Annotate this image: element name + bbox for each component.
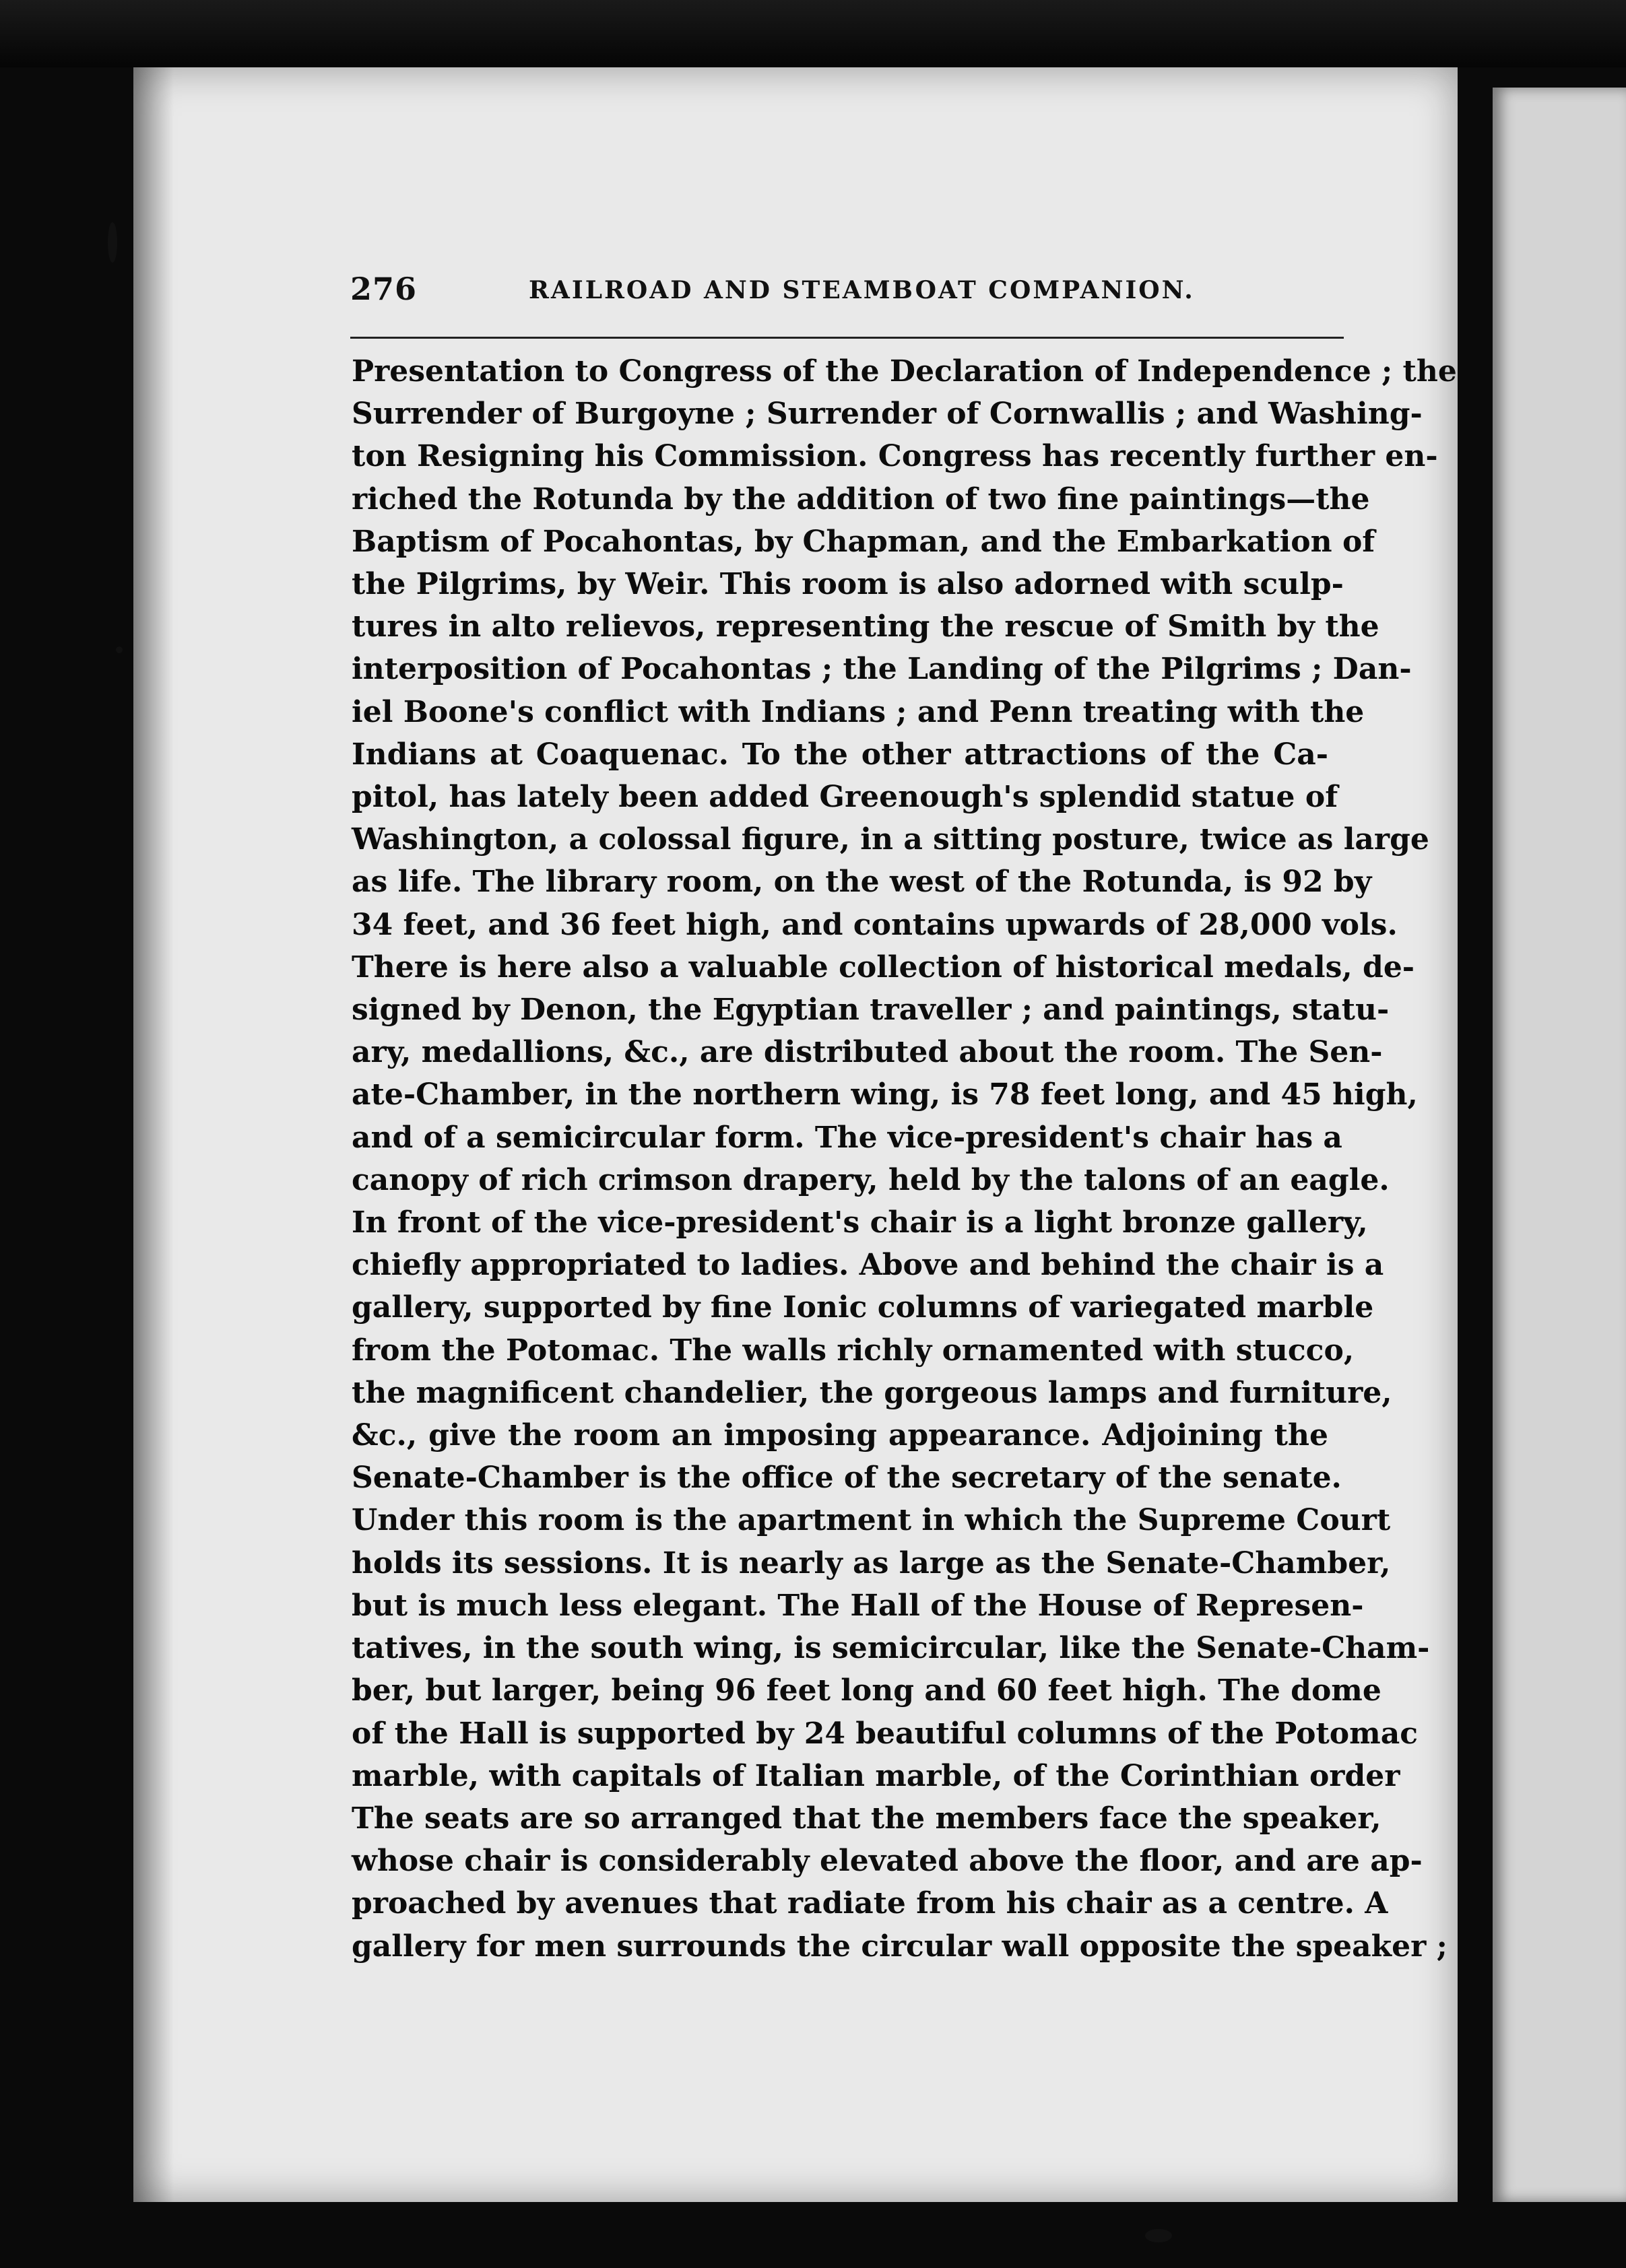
- text-line: but is much less elegant. The Hall of the House of Represen-: [352, 1588, 1364, 1623]
- text-line: ate-Chamber, in the northern wing, is 78 feet long, and 45 high,: [352, 1077, 1418, 1112]
- text-line: canopy of rich crimson drapery, held by the talons of an eagle.: [352, 1162, 1390, 1197]
- text-line: There is here also a valuable collection of historical medals, de-: [352, 949, 1415, 985]
- text-line: as life. The library room, on the west of the Rotunda, is 92 by: [352, 865, 1372, 900]
- scan-speck: [108, 222, 117, 263]
- text-line: tures in alto relievos, representing the rescue of Smith by the: [352, 609, 1379, 644]
- text-line: of the Hall is supported by 24 beautiful columns of the Potomac: [352, 1716, 1419, 1751]
- text-line: chiefly appropriated to ladies. Above and behind the chair is a: [352, 1248, 1384, 1283]
- text-line: iel Boone's conflict with Indians ; and Penn treating with the: [352, 694, 1365, 729]
- text-line: Washington, a colossal figure, in a sitting posture, twice as large: [352, 822, 1429, 857]
- page-gutter-shadow: [133, 67, 174, 2202]
- text-line: and of a semicircular form. The vice-president's chair has a: [352, 1120, 1342, 1155]
- text-line: marble, with capitals of Italian marble, of the Corinthian order: [352, 1758, 1400, 1793]
- text-line: Senate-Chamber is the office of the secretary of the senate.: [352, 1461, 1342, 1496]
- text-line: Surrender of Burgoyne ; Surrender of Cornwallis ; and Washing-: [352, 397, 1423, 432]
- text-line: Baptism of Pocahontas, by Chapman, and the Embarkation of: [352, 524, 1375, 559]
- text-line: The seats are so arranged that the members face the speaker,: [352, 1801, 1381, 1836]
- text-line: Presentation to Congress of the Declaration of Independence ; the: [352, 354, 1457, 389]
- text-line: the Pilgrims, by Weir. This room is also adorned with sculp-: [352, 567, 1344, 602]
- text-line: ary, medallions, &c., are distributed about the room. The Sen-: [352, 1035, 1383, 1070]
- page-number: 276: [350, 271, 418, 307]
- scan-speck: [116, 646, 123, 653]
- text-line: gallery for men surrounds the circular wall opposite the speaker ;: [352, 1929, 1448, 1964]
- text-line: riched the Rotunda by the addition of two fine paintings—the: [352, 481, 1370, 516]
- text-line: Indians at Coaquenac. To the other attractions of the Ca-: [352, 737, 1328, 772]
- text-line: Under this room is the apartment in which the Supreme Court: [352, 1503, 1391, 1538]
- text-line: gallery, supported by fine Ionic columns of variegated marble: [352, 1290, 1374, 1325]
- running-head: [350, 271, 1344, 318]
- text-line: In front of the vice-president's chair is a light bronze gallery,: [352, 1205, 1368, 1240]
- text-line: &c., give the room an imposing appearance. Adjoining the: [352, 1418, 1328, 1453]
- text-line: 34 feet, and 36 feet high, and contains upwards of 28,000 vols.: [352, 907, 1398, 942]
- text-line: from the Potomac. The walls richly ornamented with stucco,: [352, 1333, 1355, 1368]
- text-line: proached by avenues that radiate from his chair as a centre. A: [352, 1886, 1388, 1921]
- text-line: interposition of Pocahontas ; the Landing of the Pilgrims ; Dan-: [352, 652, 1412, 687]
- text-line: holds its sessions. It is nearly as large as the Senate-Chamber,: [352, 1545, 1391, 1580]
- text-line: signed by Denon, the Egyptian traveller ; and paintings, statu-: [352, 993, 1390, 1028]
- text-line: pitol, has lately been added Greenough's splendid statue of: [352, 780, 1338, 815]
- text-line: tatives, in the south wing, is semicircular, like the Senate-Cham-: [352, 1631, 1430, 1666]
- text-line: ton Resigning his Commission. Congress has recently further en-: [352, 439, 1438, 474]
- adjacent-page-edge: [1493, 88, 1626, 2202]
- body-text: [352, 350, 1457, 1968]
- scan-speck: [1145, 2229, 1172, 2242]
- text-line: ber, but larger, being 96 feet long and 60 feet high. The dome: [352, 1673, 1381, 1708]
- running-head-title: RAILROAD AND STEAMBOAT COMPANION.: [529, 276, 1195, 304]
- text-line: whose chair is considerably elevated above the floor, and are ap-: [352, 1844, 1423, 1879]
- header-rule: [350, 337, 1344, 339]
- scan-border-top: [0, 0, 1626, 67]
- text-line: the magnificent chandelier, the gorgeous lamps and furniture,: [352, 1375, 1392, 1410]
